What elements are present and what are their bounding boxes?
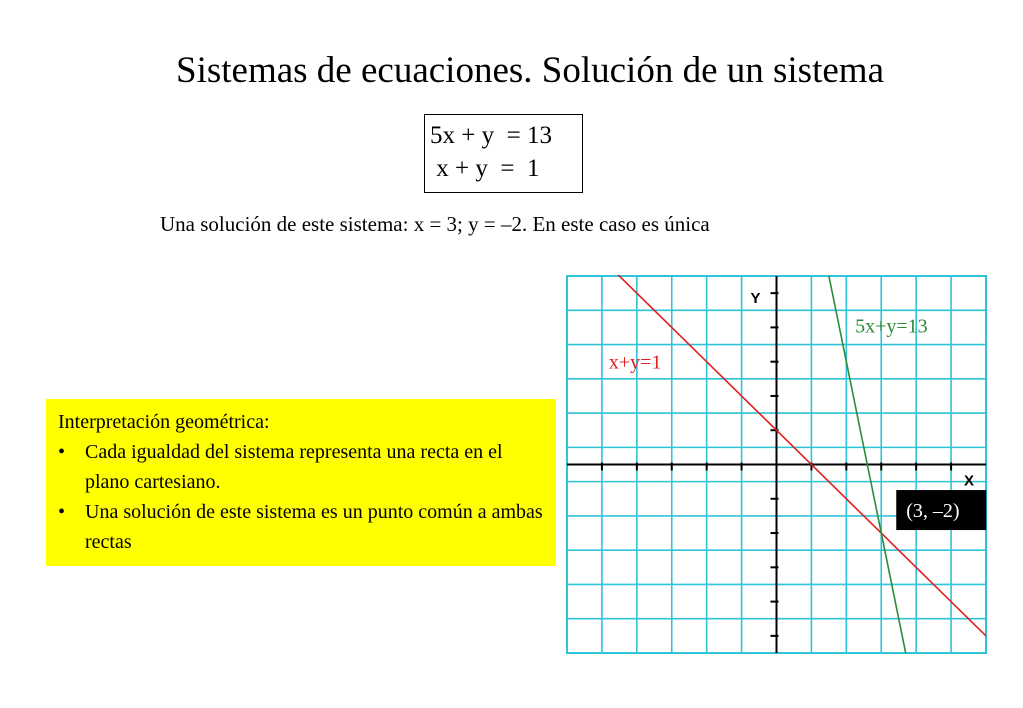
solution-statement: Una solución de este sistema: x = 3; y = –2. En este caso es única xyxy=(160,212,710,236)
y-axis-label: Y xyxy=(750,290,761,307)
interpretation-list xyxy=(58,437,546,557)
line-label-5x-plus-y: 5x+y=13 xyxy=(855,315,928,338)
bullet-icon: • xyxy=(58,501,66,523)
interpretation-box xyxy=(46,399,556,566)
equation-system-box xyxy=(424,114,583,193)
interpretation-item-text: Cada igualdad del sistema representa una recta en el plano cartesiano. xyxy=(85,441,503,493)
solution-point-label: (3, –2) xyxy=(906,500,960,523)
equation-row-2: x + y = 1 xyxy=(430,155,540,182)
x-axis-label: X xyxy=(964,472,975,490)
equation-row-1: 5x + y = 13 xyxy=(430,122,552,149)
interpretation-item xyxy=(58,437,546,497)
interpretation-heading: Interpretación geométrica: xyxy=(58,411,270,433)
cartesian-plot xyxy=(566,275,988,657)
interpretation-item xyxy=(58,497,546,557)
interpretation-item-text: Una solución de este sistema es un punto común a ambas rectas xyxy=(85,501,543,553)
bullet-icon: • xyxy=(58,441,66,463)
line-label-x-plus-y: x+y=1 xyxy=(608,351,662,374)
series-line-x-plus-y xyxy=(602,275,986,636)
slide-title: Sistemas de ecuaciones. Solución de un sistema xyxy=(176,50,884,91)
